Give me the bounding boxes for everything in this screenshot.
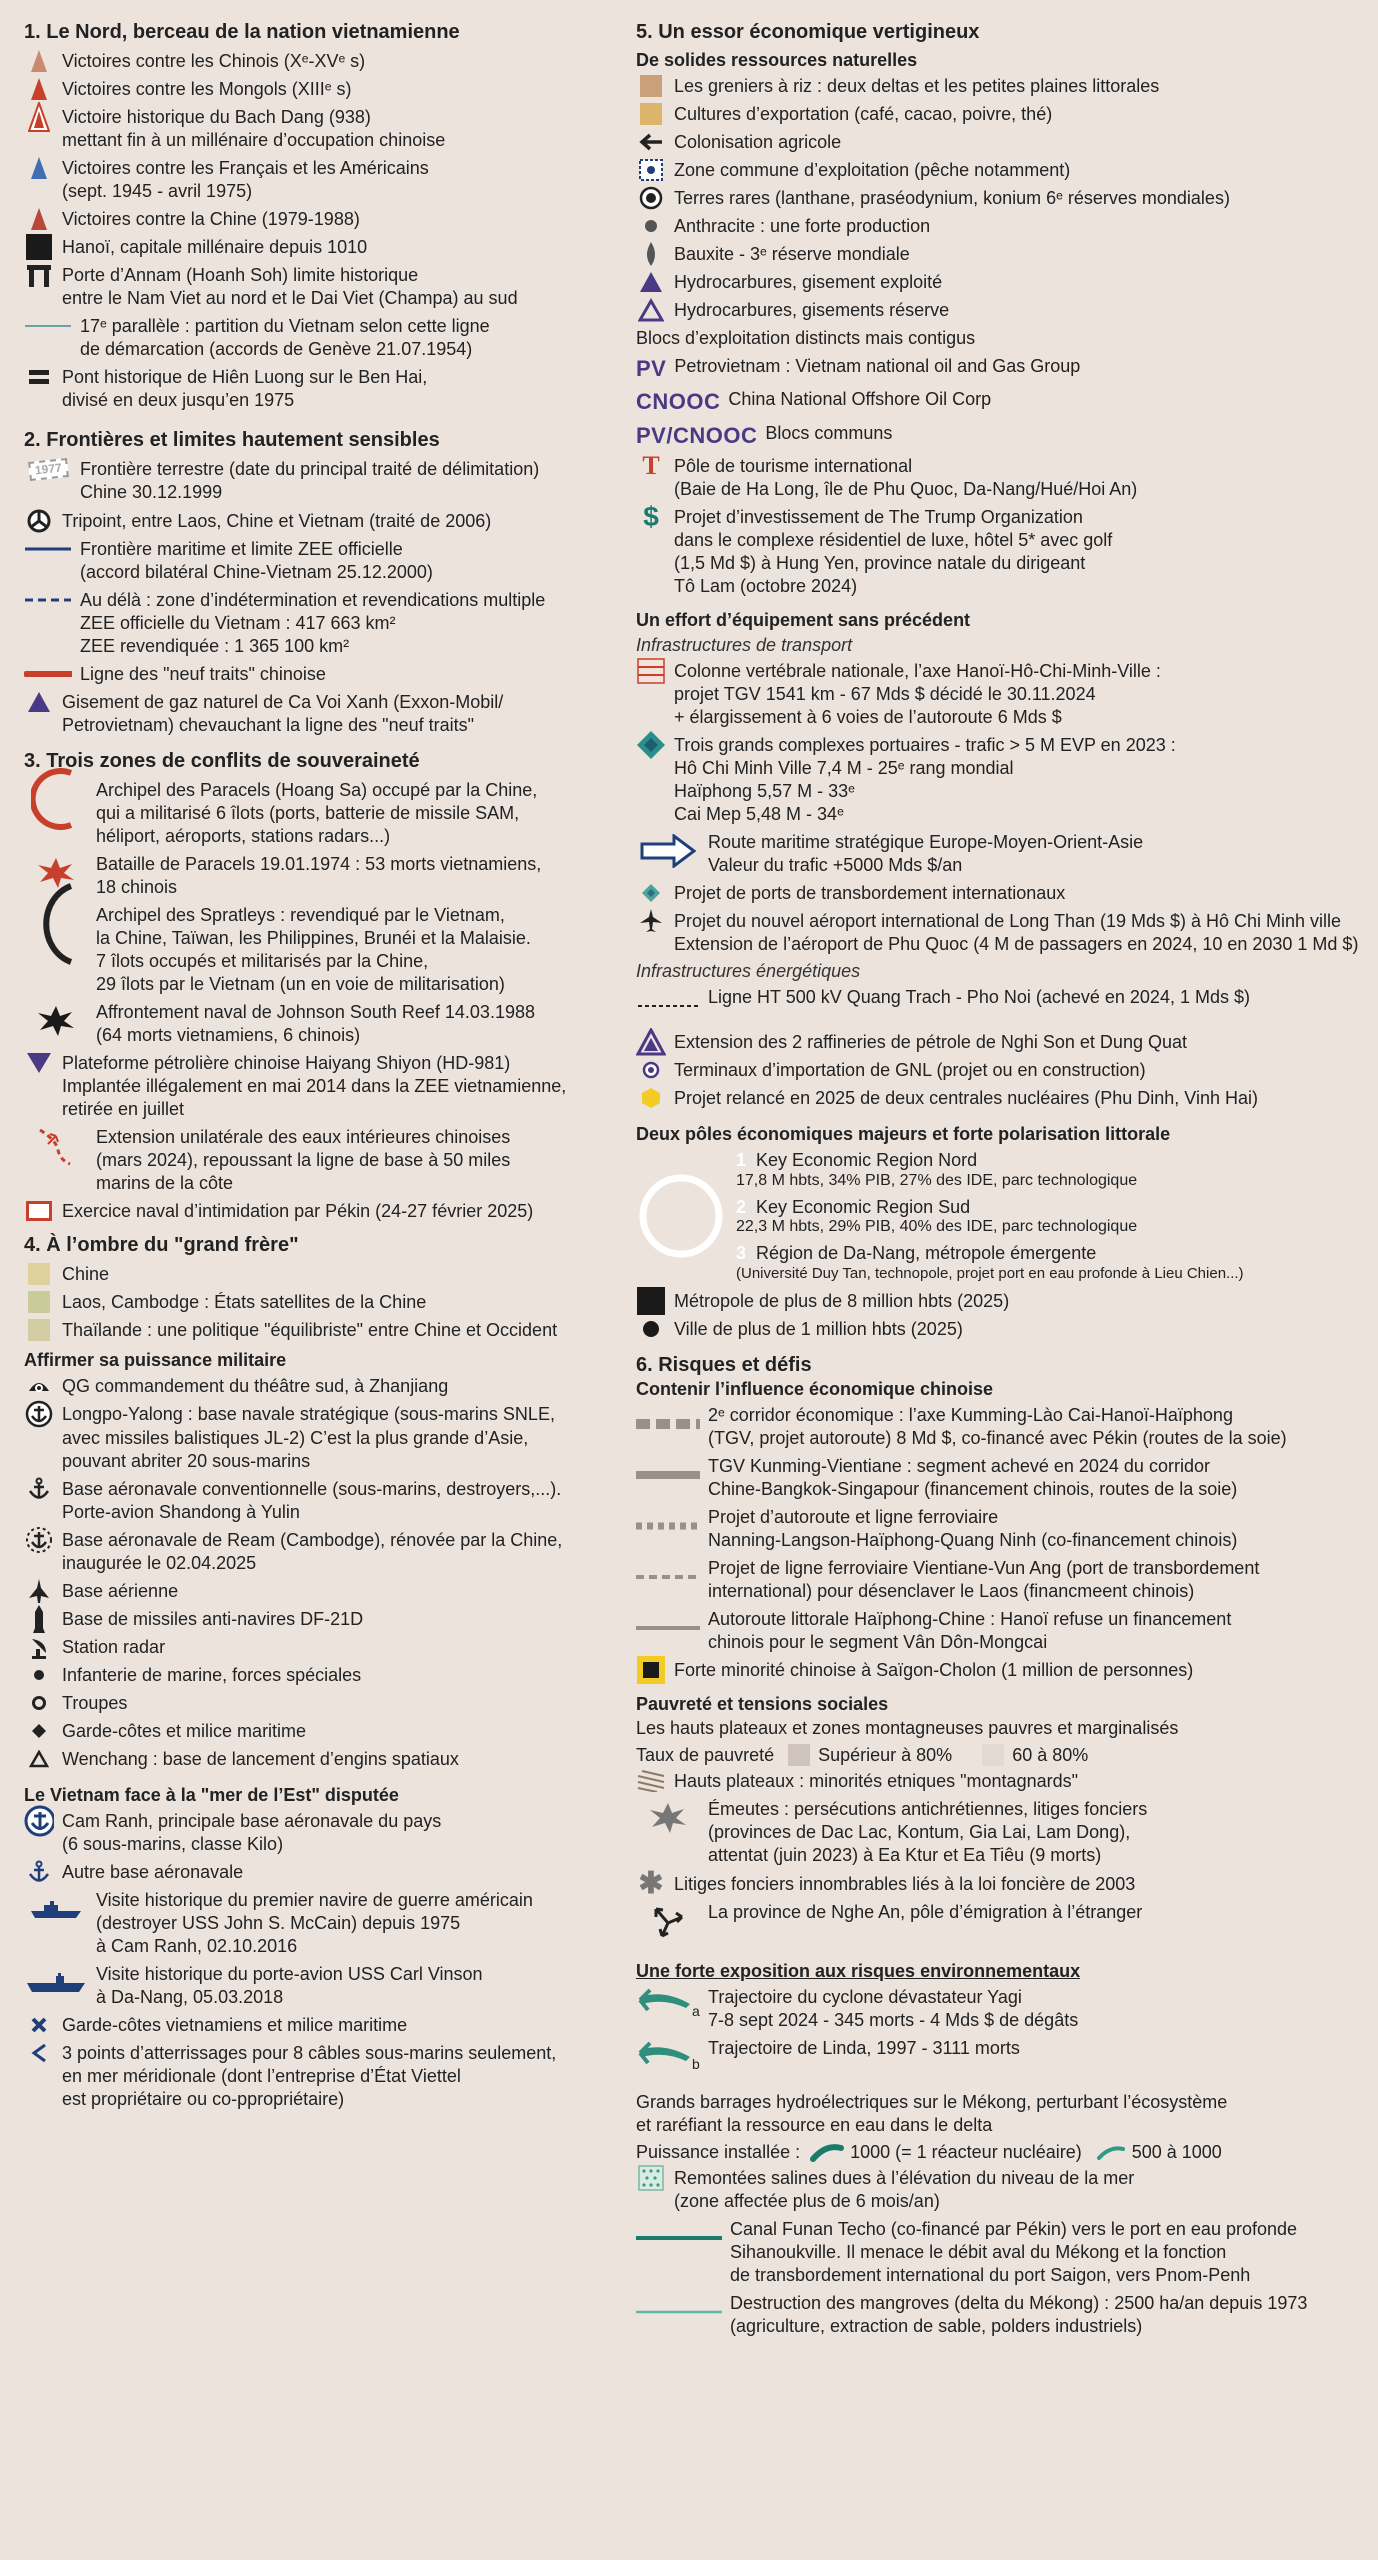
legend-item: 17ᵉ parallèle : partition du Vietnam selon cette ligne de démarcation (accords de Genève 21.07.1954) — [24, 315, 624, 361]
dashed-line-icon — [24, 589, 72, 611]
dotted-square-icon — [636, 159, 666, 181]
legend-item: $ Projet d’investissement de The Trump Organization dans le complexe résidentiel de luxe, hôtel 5* avec golf (1,5 Md $) à Hung Yen, province natale du dirigeant Tô Lam (octobre 2024) — [636, 506, 1366, 598]
anchor-circle-icon — [24, 1810, 54, 1832]
poles-list — [736, 1149, 1244, 1282]
legend-item: Victoires contre la Chine (1979-1988) — [24, 208, 624, 231]
legend-item: PV Petrovietnam : Vietnam national oil and Gas Group — [636, 355, 1366, 383]
legend-item: Projet relancé en 2025 de deux centrales nucléaires (Phu Dinh, Vinh Hai) — [636, 1087, 1366, 1110]
lng-terminal-icon — [636, 1059, 666, 1081]
poverty-subtitle: Pauvreté et tensions sociales — [636, 1694, 889, 1715]
arrow-left-icon — [636, 131, 666, 153]
cable-chevron-icon — [24, 2042, 54, 2064]
baseline-extension-icon — [24, 1126, 88, 1166]
section-4-title: 4. À l’ombre du "grand frère" — [24, 1234, 299, 1257]
pole-detail: 22,3 M hbts, 29% PIB, 40% des IDE, parc technologique — [736, 1218, 1138, 1236]
section-2-title: 2. Frontières et limites hautement sensibles — [24, 429, 440, 452]
legend-item: Ligne des "neuf traits" chinoise — [24, 663, 624, 686]
airplane-icon — [636, 910, 666, 932]
maritime-border-line-icon — [24, 538, 72, 560]
legend-item: Visite historique du porte-avion USS Carl Vinson à Da-Nang, 05.03.2018 — [24, 1963, 624, 2009]
legend-item: Porte d’Annam (Hoanh Soh) limite historique entre le Nam Viet au nord et le Dai Viet (Champa) au sud — [24, 264, 624, 310]
legend-text: Les hauts plateaux et zones montagneuses pauvres et marginalisés — [636, 1718, 1179, 1739]
legend-item: Garde-côtes vietnamiens et milice maritime — [24, 2014, 624, 2037]
legend-item: Projet d’autoroute et ligne ferroviaire Nanning-Langson-Haïphong-Quang Ninh (co-financement chinois) — [636, 1506, 1366, 1552]
power-line-icon — [636, 986, 700, 1026]
parallel-line-icon — [24, 315, 72, 337]
tent-icon — [24, 78, 54, 100]
bloc-tag: PV — [636, 356, 667, 382]
poverty-high-swatch-icon — [788, 1744, 810, 1766]
legend-item: PV/CNOOC Blocs communs — [636, 422, 1366, 450]
metropolis-square-icon — [636, 1290, 666, 1312]
legend-item: Base aéronavale de Ream (Cambodge), rénovée par la Chine, inaugurée le 02.04.2025 — [24, 1529, 624, 1575]
section-3-title: 3. Trois zones de conflits de souveraineté — [24, 749, 420, 772]
legend-item: Victoire historique du Bach Dang (938) mettant fin à un millénaire d’occupation chinoise — [24, 106, 624, 152]
poles-group — [636, 1149, 1366, 1282]
legend-item: Cam Ranh, principale base aéronavale du pays (6 sous-marins, classe Kilo) — [24, 1810, 624, 1856]
exercise-rect-icon — [24, 1200, 54, 1222]
legend-item: Hydrocarbures, gisements réserve — [636, 299, 1366, 322]
rail-dashed-icon — [636, 1557, 700, 1597]
drop-icon — [636, 243, 666, 265]
tgv-line-icon — [636, 1455, 700, 1495]
legend-item: Forte minorité chinoise à Saïgon-Cholon (1 million de personnes) — [636, 1659, 1366, 1682]
explosion-icon — [24, 1001, 88, 1041]
tent-icon — [24, 50, 54, 72]
legend-item: b Trajectoire de Linda, 1997 - 3111 morts — [636, 2037, 1366, 2077]
nuclear-hexagon-icon — [636, 1087, 666, 1109]
eye-icon — [24, 1375, 54, 1397]
legend-item: 1977 Frontière terrestre (date du principal traité de délimitation) Chine 30.12.1999 — [24, 458, 624, 504]
section-1-title: 1. Le Nord, berceau de la nation vietnamienne — [24, 21, 460, 43]
legend-item: Exercice naval d’intimidation par Pékin (24-27 février 2025) — [24, 1200, 624, 1223]
hatch-icon — [636, 1770, 666, 1792]
legend-item: Anthracite : une forte production — [636, 215, 1366, 238]
legend-item: Bauxite - 3ᵉ réserve mondiale — [636, 243, 1366, 266]
nine-dash-line-icon — [24, 663, 72, 685]
legend-item: Laos, Cambodge : États satellites de la Chine — [24, 1291, 624, 1314]
legend-item: 2ᵉ corridor économique : l’axe Kumming-Lào Cai-Hanoï-Haïphong (TGV, projet autoroute) 8 Md $, co-financé avec Pékin (routes de la soie) — [636, 1404, 1366, 1450]
riot-burst-icon — [636, 1798, 700, 1838]
target-icon — [636, 187, 666, 209]
diamond-icon — [24, 1720, 54, 1742]
tripoint-icon — [24, 510, 54, 532]
emigration-arrows-icon — [636, 1901, 700, 1941]
legend-item: Projet de ports de transbordement internationaux — [636, 882, 1366, 905]
anchor-circle-icon — [24, 1403, 54, 1425]
legend-item: a Trajectoire du cyclone dévastateur Yagi 7-8 sept 2024 - 345 morts - 4 Mds $ de dégâts — [636, 1986, 1366, 2032]
spratleys-arc-icon — [24, 904, 88, 944]
cross-icon — [24, 2014, 54, 2036]
left-column — [24, 14, 624, 2116]
legend-item: Colonisation agricole — [636, 131, 1366, 154]
legend-item: La province de Nghe An, pôle d’émigration à l’étranger — [636, 1901, 1366, 1941]
equipment-subtitle: Un effort d’équipement sans précédent — [636, 609, 971, 630]
legend-item: Infanterie de marine, forces spéciales — [24, 1664, 624, 1687]
legend-item: Wenchang : base de lancement d’engins spatiaux — [24, 1748, 624, 1771]
legend-item: Projet du nouvel aéroport international de Long Than (19 Mds $) à Hô Chi Minh ville Extension de l’aéroport de Phu Quoc (4 M de passagers en 2024, 10 en 2030 1 Md $) — [636, 910, 1366, 956]
carrier-icon — [24, 1963, 88, 2003]
border-date-icon — [24, 458, 72, 480]
poles-subtitle: Deux pôles économiques majeurs et forte polarisation littorale — [636, 1124, 1171, 1145]
anchor-dotted-icon — [24, 1529, 54, 1551]
legend-item: Victoires contre les Français et les Américains (sept. 1945 - avril 1975) — [24, 157, 624, 203]
coastal-road-icon — [636, 1608, 700, 1648]
border-date-badge: 1977 — [28, 458, 69, 481]
legend-item: 3 points d’atterrissages pour 8 câbles sous-marins seulement, en mer méridionale (dont l’entreprise d’État Viettel est propriétaire ou co-ppropriétaire) — [24, 2042, 624, 2111]
refinery-triangle-icon — [636, 1031, 666, 1053]
legend-text: Blocs d’exploitation distincts mais contigus — [636, 328, 976, 349]
legend-item: Extension des 2 raffineries de pétrole de Nghi Son et Dung Quat — [636, 1031, 1366, 1054]
legend-item: Base aérienne — [24, 1580, 624, 1603]
gas-triangle-icon — [24, 691, 54, 713]
right-column — [636, 14, 1366, 2343]
tent-icon — [24, 208, 54, 230]
resources-subtitle: De solides ressources naturelles — [636, 50, 918, 70]
minority-square-icon — [636, 1659, 666, 1681]
legend-item: Affrontement naval de Johnson South Reef 14.03.1988 (64 morts vietnamiens, 6 chinois) — [24, 1001, 624, 1047]
legend-item: Visite historique du premier navire de guerre américain (destroyer USS John S. McCain) depuis 1975 à Cam Ranh, 02.10.2016 — [24, 1889, 624, 1958]
legend-item: Destruction des mangroves (delta du Mékong) : 2500 ha/an depuis 1973 (agriculture, extraction de sable, polders industriels) — [636, 2292, 1366, 2338]
legend-item: Trois grands complexes portuaires - trafic > 5 M EVP en 2023 : Hô Chi Minh Ville 7,4 M - 25ᵉ rang mondial Haïphong 5,57 M - 33ᵉ Cai Mep 5,48 M - 34ᵉ — [636, 734, 1366, 826]
legend-item: Troupes — [24, 1692, 624, 1715]
legend-item: Projet de ligne ferroviaire Vientiane-Vun Ang (port de transbordement international) pour désenclaver le Laos (financmeent chinois) — [636, 1557, 1366, 1603]
pole-detail: (Université Duy Tan, technopole, projet port en eau profonde à Lieu Chien...) — [736, 1264, 1244, 1282]
dot-icon — [636, 215, 666, 237]
anchor-icon — [24, 1861, 54, 1883]
legend-item: Terminaux d’importation de GNL (projet ou en construction) — [636, 1059, 1366, 1082]
legend-item: Thaïlande : une politique "équilibriste" entre Chine et Occident — [24, 1319, 624, 1342]
section-6-title: 6. Risques et défis — [636, 1354, 812, 1376]
cyclone-arrow-icon — [636, 2037, 700, 2077]
tourism-t-icon: T — [642, 451, 660, 481]
legend-item: Zone commune d’exploitation (pêche notamment) — [636, 159, 1366, 182]
legend-item: Longpo-Yalong : base navale stratégique (sous-marins SNLE, avec missiles balistiques JL-2) C’est la plus grande d’Asie, pouvant abriter 20 sous-marins — [24, 1403, 624, 1472]
legend-item: Hanoï, capitale millénaire depuis 1010 — [24, 236, 624, 259]
legend-item: Tripoint, entre Laos, Chine et Vietnam (traité de 2006) — [24, 510, 624, 533]
legend-item: Cultures d’exportation (café, cacao, poivre, thé) — [636, 103, 1366, 126]
pole-item: 3 Région de Da-Nang, métropole émergente — [736, 1243, 1097, 1264]
legend-item: Autoroute littorale Haïphong-Chine : Hanoï refuse un financement chinois pour le segment Vân Dôn-Mongcai — [636, 1608, 1366, 1654]
city-dot-icon — [636, 1318, 666, 1340]
legend-item: TGV Kunming-Vientiane : segment achevé en 2024 du corridor Chine-Bangkok-Singapour (financement chinois, routes de la soie) — [636, 1455, 1366, 1501]
pole-item: 2 Key Economic Region Sud — [736, 1196, 971, 1217]
laos-swatch-icon — [24, 1291, 54, 1313]
legend-item: Autre base aéronavale — [24, 1861, 624, 1884]
legend-item: Bataille de Paracels 19.01.1974 : 53 morts vietnamiens, 18 chinois — [24, 853, 624, 899]
mangrove-line-icon — [636, 2292, 722, 2332]
china-influence-subtitle: Contenir l’influence économique chinoise — [636, 1379, 994, 1399]
radar-icon — [24, 1636, 54, 1658]
pole-number: 3 — [736, 1243, 747, 1264]
bloc-tag: CNOOC — [636, 389, 721, 415]
cyclone-label: a — [692, 2002, 700, 2019]
energy-subtitle: Infrastructures énergétiques — [636, 961, 861, 982]
rail-corridor-icon — [636, 660, 666, 682]
legend-item: Canal Funan Techo (co-financé par Pékin) vers le port en eau profonde Sihanoukville. Il menace le débit aval du Mékong et la fonction de transbordement international du port Saigon, vers Pnom-Penh — [636, 2218, 1366, 2287]
small-diamond-icon — [636, 882, 666, 904]
canal-line-icon — [636, 2218, 722, 2258]
triangle-filled-icon — [636, 271, 666, 293]
legend-item: Frontière maritime et limite ZEE officielle (accord bilatéral Chine-Vietnam 25.12.2000) — [24, 538, 624, 584]
triangle-outline-icon — [636, 299, 666, 321]
thailand-swatch-icon — [24, 1319, 54, 1341]
legend-item: Victoires contre les Chinois (Xᵉ-XVᵉ s) — [24, 50, 624, 73]
cyclone-label: b — [692, 2055, 700, 2072]
pole-number: 2 — [736, 1196, 747, 1217]
legend-item: CNOOC China National Offshore Oil Corp — [636, 388, 1366, 416]
tent-outline-icon — [24, 106, 54, 128]
missile-icon — [24, 1608, 54, 1630]
legend-item: Extension unilatérale des eaux intérieures chinoises (mars 2024), repoussant la ligne de base à 50 miles marins de la côte — [24, 1126, 624, 1195]
legend-item: Métropole de plus de 8 million hbts (2025) — [636, 1290, 1366, 1313]
legend-item: Archipel des Paracels (Hoang Sa) occupé par la Chine, qui a militarisé 6 îlots (ports, batterie de missile SAM, héliport, aéroports, stations radars...) — [24, 779, 624, 848]
legend-text: Grands barrages hydroélectriques sur le Mékong, perturbant l’écosystème et raréfiant la ressource en eau dans le delta — [636, 2091, 1228, 2135]
bridge-icon — [24, 366, 54, 388]
poverty-mid-swatch-icon — [982, 1744, 1004, 1766]
legend-item: T Pôle de tourisme international (Baie de Ha Long, île de Phu Quoc, Da-Nang/Hué/Hoi An) — [636, 455, 1366, 501]
export-swatch-icon — [636, 103, 666, 125]
pole-item: 1 Key Economic Region Nord — [736, 1150, 978, 1171]
asterisk-icon: ✱ — [638, 1866, 664, 1900]
legend-item: Gisement de gaz naturel de Ca Voi Xanh (Exxon-Mobil/ Petrovietnam) chevauchant la ligne des "neuf traits" — [24, 691, 624, 737]
legend-item: ✱ Litiges fonciers innombrables liés à la loi foncière de 2003 — [636, 1873, 1366, 1896]
port-diamond-icon — [636, 734, 666, 756]
bloc-tag: PV/CNOOC — [636, 422, 758, 448]
legend-item: Plateforme pétrolière chinoise Haiyang Shiyon (HD-981) Implantée illégalement en mai 2014 dans la ZEE vietnamienne, retirée en juillet — [24, 1052, 624, 1121]
military-subtitle: Affirmer sa puissance militaire — [24, 1350, 287, 1371]
paracels-arc-icon — [24, 779, 88, 819]
legend-item: Émeutes : persécutions antichrétiennes, litiges fonciers (provinces de Dac Lac, Kontum, Gia Lai, Lam Dong), attentat (juin 2023) à Ea Ktur et Ea Tiêu (9 morts) — [636, 1798, 1366, 1867]
destroyer-icon — [24, 1889, 88, 1929]
dam-large-icon — [810, 2142, 844, 2162]
legend-item: Chine — [24, 1263, 624, 1286]
legend-item: QG commandement du théâtre sud, à Zhanjiang — [24, 1375, 624, 1398]
tent-icon — [24, 157, 54, 179]
dam-small-icon — [1096, 2143, 1126, 2161]
legend-item: Au délà : zone d’indétermination et revendications multiple ZEE officielle du Vietnam : 417 663 km² ZEE revendiquée : 1 365 100 km² — [24, 589, 624, 658]
legend-item: Ville de plus de 1 million hbts (2025) — [636, 1318, 1366, 1341]
rice-swatch-icon — [636, 75, 666, 97]
china-swatch-icon — [24, 1263, 54, 1285]
triangle-outline-icon — [24, 1748, 54, 1770]
legend-item: Remontées salines dues à l’élévation du niveau de la mer (zone affectée plus de 6 mois/an) — [636, 2167, 1366, 2213]
legend-item: Terres rares (lanthane, praséodynium, konium 6ᵉ réserves mondiales) — [636, 187, 1366, 210]
legend-item: Base de missiles anti-navires DF-21D — [24, 1608, 624, 1631]
legend-item: Garde-côtes et milice maritime — [24, 1720, 624, 1743]
sea-subtitle: Le Vietnam face à la "mer de l’Est" disputée — [24, 1784, 399, 1805]
pole-ring-icon — [636, 1171, 726, 1261]
pole-number: 1 — [736, 1150, 747, 1171]
platform-triangle-icon — [24, 1052, 54, 1074]
dot-icon — [24, 1664, 54, 1686]
ring-icon — [24, 1692, 54, 1714]
corridor-dashed-icon — [636, 1404, 700, 1444]
legend-item: Hydrocarbures, gisement exploité — [636, 271, 1366, 294]
legend-item: Colonne vertébrale nationale, l’axe Hanoï-Hô-Chi-Minh-Ville : projet TGV 1541 km - 67 Mds $ décidé le 30.11.2024 + élargissement à 6 voies de l’autoroute 6 Mds $ — [636, 660, 1366, 729]
saline-swatch-icon — [636, 2167, 666, 2189]
capital-square-icon — [24, 236, 54, 258]
legend-item: Route maritime stratégique Europe-Moyen-Orient-Asie Valeur du trafic +5000 Mds $/an — [636, 831, 1366, 877]
legend-item: Archipel des Spratleys : revendiqué par le Vietnam, la Chine, Taïwan, les Philippines, Brunéi et la Malaisie. 7 îlots occupés et militarisés par la Chine, 29 îlots par le Vietnam (un en voie de militarisation) — [24, 904, 624, 996]
legend-item: Base aéronavale conventionnelle (sous-marins, destroyers,...). Porte-avion Shandong à Yulin — [24, 1478, 624, 1524]
legend-item: Victoires contre les Mongols (XIIIᵉ s) — [24, 78, 624, 101]
environment-subtitle: Une forte exposition aux risques environnementaux — [636, 1960, 1081, 1981]
power-row: Puissance installée : 1000 (= 1 réacteur nucléaire) 500 à 1000 — [636, 2141, 1222, 2162]
cyclone-arrow-icon — [636, 1986, 700, 2026]
legend-item: Ligne HT 500 kV Quang Trach - Pho Noi (achevé en 2024, 1 Mds $) — [636, 986, 1366, 1026]
poverty-rate-row: Taux de pauvreté Supérieur à 80% 60 à 80% — [636, 1744, 1089, 1765]
legend-item: Station radar — [24, 1636, 624, 1659]
transport-subtitle: Infrastructures de transport — [636, 634, 853, 655]
section-5-title: 5. Un essor économique vertigineux — [636, 21, 980, 43]
pole-detail: 17,8 M hbts, 34% PIB, 27% des IDE, parc technologique — [736, 1171, 1138, 1189]
legend-item: Hauts plateaux : minorités etniques "montagnards" — [636, 1770, 1366, 1793]
gate-icon — [24, 264, 54, 286]
jet-icon — [24, 1580, 54, 1602]
legend-item: Les greniers à riz : deux deltas et les petites plaines littorales — [636, 75, 1366, 98]
route-arrow-icon — [636, 831, 700, 871]
legend-item: Pont historique de Hiên Luong sur le Ben Hai, divisé en deux jusqu’en 1975 — [24, 366, 624, 412]
dollar-icon: $ — [643, 500, 659, 532]
highway-dotted-icon — [636, 1506, 700, 1546]
anchor-icon — [24, 1478, 54, 1500]
